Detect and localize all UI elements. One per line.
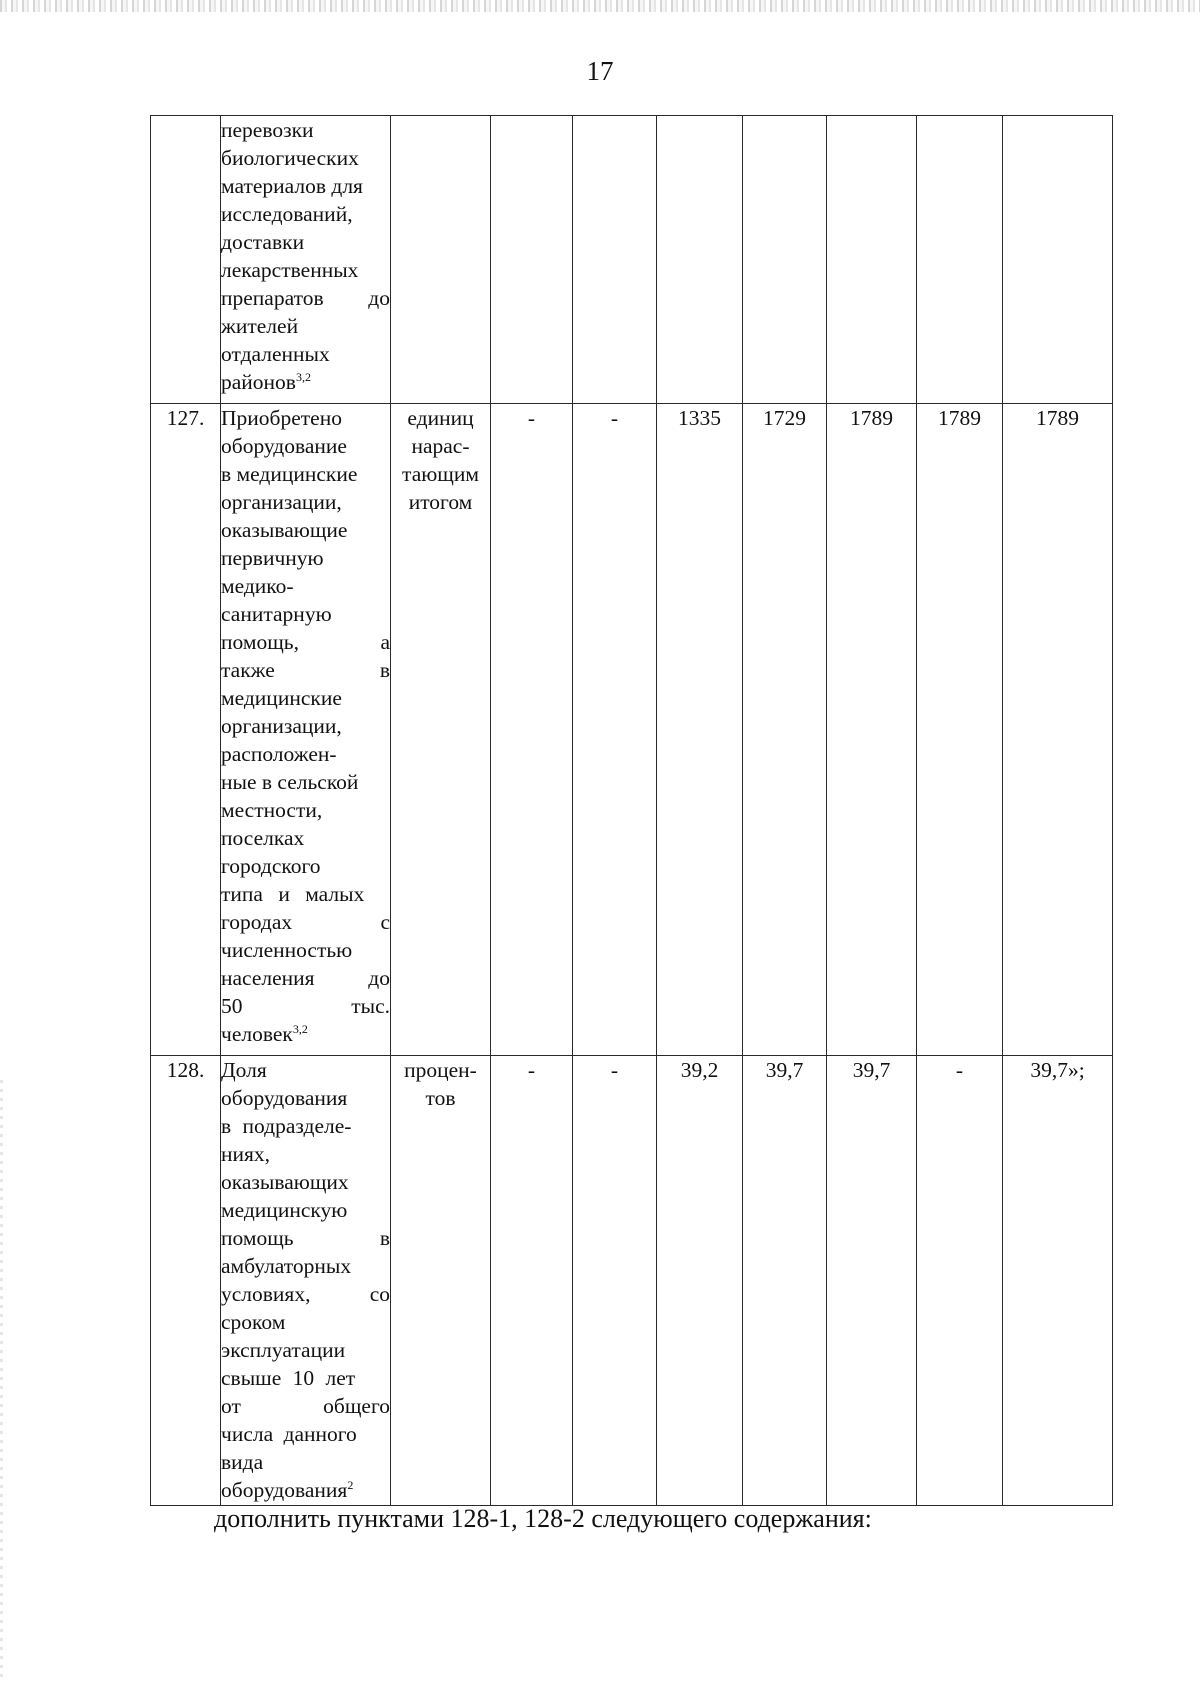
scan-noise-top: [0, 0, 1200, 12]
table-row: [151, 116, 1113, 404]
row-number: 128.: [151, 1056, 221, 1506]
row-description: перевозки биологических материалов для исследований, доставки лекарственных препаратов до жителей отдаленных районов$^{3,2}$: [221, 116, 391, 404]
indicator-table: [150, 115, 1113, 1506]
row-value: -: [573, 1056, 657, 1506]
row-unit: процен- тов: [391, 1056, 491, 1506]
row-value: 39,2: [657, 1056, 743, 1506]
row-value: 39,7: [743, 1056, 827, 1506]
row-value: 39,7: [827, 1056, 917, 1506]
row-value: 1789: [917, 404, 1003, 1056]
row-number: 127.: [151, 404, 221, 1056]
row-value: 39,7»;: [1003, 1056, 1113, 1506]
row-number: [151, 116, 221, 404]
row-value: -: [491, 404, 573, 1056]
row-value: -: [917, 1056, 1003, 1506]
scan-noise-edge: [0, 1080, 3, 1680]
row-unit: единиц нарас- тающим итогом: [391, 404, 491, 1056]
row-value: 1789: [827, 404, 917, 1056]
row-value: [917, 116, 1003, 404]
row-value: [1003, 116, 1113, 404]
row-value: [743, 116, 827, 404]
footer-text: дополнить пунктами 128-1, 128-2 следующего содержания:: [214, 1504, 872, 1533]
table-row: [151, 1056, 1113, 1506]
row-unit: [391, 116, 491, 404]
row-value: [827, 116, 917, 404]
row-description: Приобретено оборудование в медицинские организации, оказывающие первичную медико- санитарную помощь, а также в медицинские организации, расположен- ные в сельской местности, поселках городского типа и малых городах с численностью населения до 50 тыс. человек$^{3,2}$: [221, 404, 391, 1056]
row-description: Доля оборудования в подразделе- ниях, оказывающих медицинскую помощь в амбулаторных условиях, со сроком эксплуатации свыше 10 лет от общего числа данного вида оборудования$^2$: [221, 1056, 391, 1506]
row-value: -: [573, 404, 657, 1056]
row-value: [573, 116, 657, 404]
table-row: [151, 404, 1113, 1056]
page-number: 17: [586, 56, 614, 86]
row-value: -: [491, 1056, 573, 1506]
row-value: [491, 116, 573, 404]
row-value: 1789: [1003, 404, 1113, 1056]
row-value: 1729: [743, 404, 827, 1056]
row-value: [657, 116, 743, 404]
row-value: 1335: [657, 404, 743, 1056]
